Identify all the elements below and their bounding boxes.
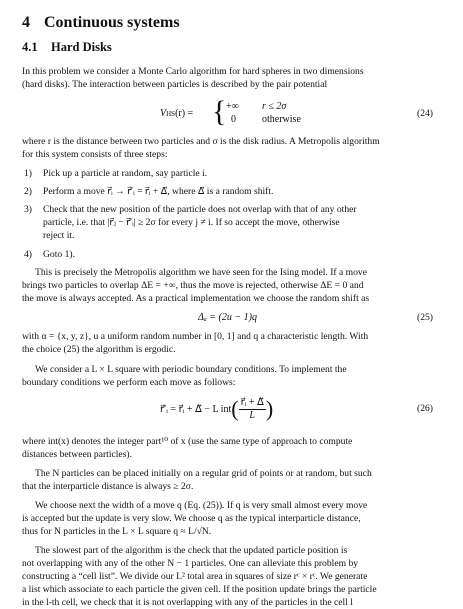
equation-26-numerator: r⃗ᵢ + Δ⃗ [240, 396, 264, 408]
equation-24 [160, 95, 320, 130]
paragraph-intro-line-2: (hard disks). The interaction between particles is described by the pair potential [22, 79, 328, 90]
equation-26-denominator: L [249, 409, 255, 421]
step-3-line-1: Check that the new position of the particle does not overlap with that of any other [43, 204, 357, 215]
paragraph-metropolis-line-2: brings two particles to overlap ΔE = +∞, thus the move is rejected, otherwise ΔE = 0 and [22, 280, 364, 291]
subsection-title: Hard Disks [51, 40, 112, 54]
paragraph-where-line-1: where r is the distance between two particles and σ is the disk radius. A Metropolis algorithm [22, 136, 380, 147]
equation-24-case1-condition: r ≤ 2σ [262, 101, 287, 112]
equation-26-lhs: r⃗′ᵢ = r⃗ᵢ + Δ⃗ − L int [160, 403, 232, 415]
subsection-heading [22, 40, 112, 55]
paragraph-where-line-2: for this system consists of three steps: [22, 149, 168, 160]
paragraph-placement-line-2: that the interparticle distance is always ≥ 2σ. [22, 481, 194, 492]
equation-26 [160, 392, 273, 426]
equation-24-case2-value: 0 [231, 114, 236, 125]
paragraph-int-line-1: where int(x) denotes the integer part¹⁰ of x (use the same type of approach to compute [22, 436, 353, 447]
step-1-label: 1) [24, 168, 32, 179]
paragraph-slowest-line-2: not overlapping with any of the other N − 1 particles. One can alleviate this problem by [22, 558, 359, 569]
step-4-label: 4) [24, 249, 32, 260]
equation-24-number: (24) [417, 108, 433, 119]
equation-24-lhs: VHS(r) = [160, 108, 194, 119]
paragraph-slowest-line-4: a list which associate to each particle the given cell. If the position update brings the particle [22, 584, 377, 595]
equation-26-number: (26) [417, 403, 433, 414]
paragraph-with-line-1: with α = {x, y, z}, u a uniform random number in [0, 1] and q a characteristic length. With [22, 331, 369, 342]
step-2-text: Perform a move r⃗ᵢ → r⃗′ᵢ = r⃗ᵢ + Δ⃗, where Δ⃗ is a random shift. [43, 186, 274, 197]
step-3-line-2: particle, i.e. that |r⃗ⱼ − r⃗′ᵢ| ≥ 2σ for every j ≠ i. If so accept the move, otherwise [43, 217, 340, 228]
paragraph-int-line-2: distances between particles). [22, 449, 133, 460]
paragraph-metropolis-line-1: This is precisely the Metropolis algorithm we have seen for the Ising model. If a move [35, 267, 367, 278]
section-number: 4 [22, 14, 30, 31]
equation-24-case2-condition: otherwise [262, 114, 301, 125]
equation-26-left-paren: ( [231, 396, 239, 421]
paragraph-width-line-2: is accepted but the update is very slow. We choose q as the typical interparticle distance, [22, 513, 361, 524]
section-title: Continuous systems [44, 14, 180, 31]
paragraph-boundary-line-1: We consider a L × L square with periodic boundary conditions. To implement the [35, 364, 347, 375]
equation-24-brace: { [212, 95, 227, 128]
step-3-label: 3) [24, 204, 32, 215]
paragraph-intro-line-1: In this problem we consider a Monte Carlo algorithm for hard spheres in two dimensions [22, 66, 364, 77]
paragraph-width-line-3: thus for N particles in the L × L square q ≈ L/√N. [22, 526, 212, 537]
subsection-number: 4.1 [22, 40, 38, 54]
paragraph-placement-line-1: The N particles can be placed initially on a regular grid of points or at random, but such [35, 468, 372, 479]
paragraph-metropolis-line-3: the move is always accepted. As a practical implementation we choose the random shift as [22, 293, 370, 304]
section-heading [22, 14, 180, 32]
paragraph-boundary-line-2: boundary conditions we perform each move as follows: [22, 377, 236, 388]
step-3-line-3: reject it. [43, 230, 75, 241]
step-1-text: Pick up a particle at random, say particle i. [43, 168, 208, 179]
paragraph-width-line-1: We choose next the width of a move q (Eq. (25)). If q is very small almost every move [35, 500, 368, 511]
step-4-text: Goto 1). [43, 249, 75, 260]
paragraph-slowest-line-3: constructing a “cell list”. We divide our L² total area in squares of size rᶜ × rᶜ. We generate [22, 571, 368, 582]
equation-25-number: (25) [417, 312, 433, 323]
step-2-label: 2) [24, 186, 32, 197]
paragraph-with-line-2: the choice (25) the algorithm is ergodic. [22, 344, 176, 355]
equation-26-right-paren: ) [265, 396, 274, 421]
paragraph-slowest-line-1: The slowest part of the algorithm is the check that the updated particle position is [35, 545, 348, 556]
equation-24-case1-value: +∞ [226, 101, 239, 112]
paragraph-slowest-line-5: in the l-th cell, we check that it is not overlapping with any of the particles in the cell l [22, 597, 353, 608]
equation-25: Δₐ = (2u − 1)q [198, 312, 257, 323]
equation-26-fraction [239, 397, 266, 422]
